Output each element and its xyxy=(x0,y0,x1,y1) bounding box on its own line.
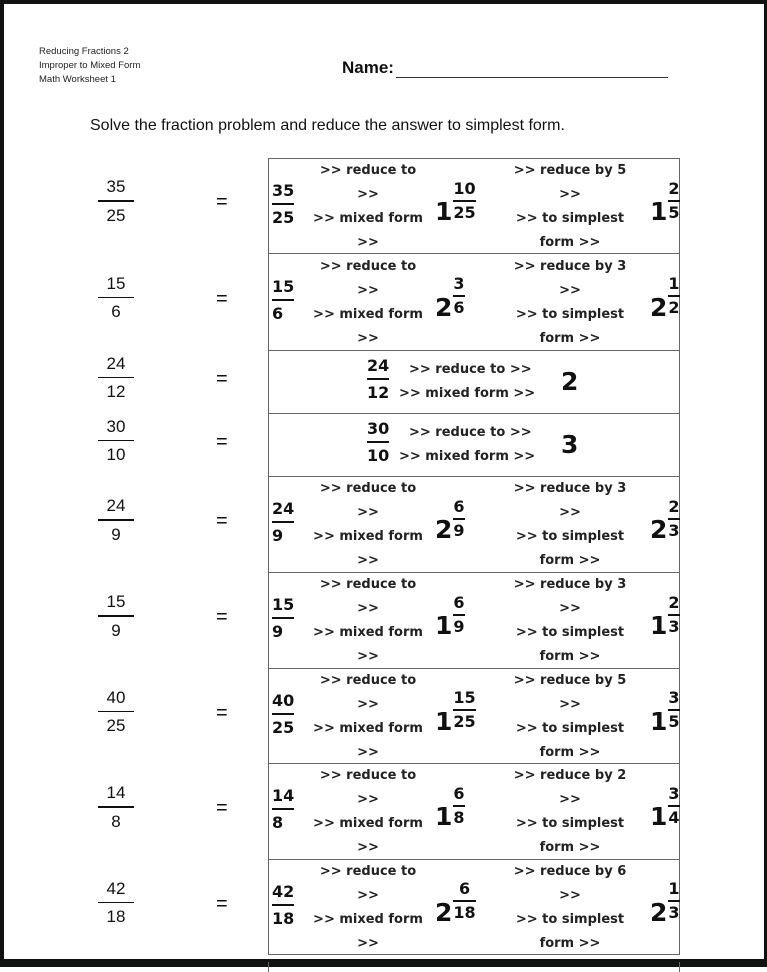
start-denominator: 6 xyxy=(272,303,284,323)
fraction-bar xyxy=(453,900,475,902)
step-text: form >> xyxy=(539,935,601,951)
step-text: >> reduce to xyxy=(319,672,417,688)
step-reduce-simplest xyxy=(495,573,645,669)
problem-fraction xyxy=(98,592,134,641)
step-text: >> to simplest xyxy=(515,529,625,544)
mixed-fraction xyxy=(453,180,475,222)
mixed-number xyxy=(435,495,465,542)
step-text: >> xyxy=(357,887,379,903)
mixed-fraction xyxy=(453,785,464,827)
mixed-numerator: 15 xyxy=(453,688,476,707)
start-numerator: 24 xyxy=(272,499,295,518)
step-text: >> reduce to xyxy=(319,258,417,274)
fraction-bar xyxy=(98,902,134,904)
simplest-numerator: 3 xyxy=(668,783,680,803)
problem-numerator: 35 xyxy=(106,177,126,196)
simplest-numerator: 2 xyxy=(668,496,680,516)
simplest-denominator: 5 xyxy=(668,712,680,731)
solution-cell xyxy=(268,477,680,573)
step-text: form >> xyxy=(539,330,601,346)
mixed-fraction xyxy=(453,594,464,636)
problem-fraction xyxy=(98,783,134,832)
problem-numerator: 24 xyxy=(106,353,126,373)
solution-start-fraction xyxy=(367,419,389,465)
step-reduce-to-mixed xyxy=(303,669,433,765)
worksheet-meta xyxy=(39,45,140,87)
mixed-whole: 2 xyxy=(435,292,453,322)
fraction-bar xyxy=(98,615,134,617)
problem-denominator: 25 xyxy=(106,716,126,735)
problem-denominator: 12 xyxy=(106,382,126,401)
problem-numerator: 24 xyxy=(106,496,126,515)
step-text: >> reduce to xyxy=(319,577,417,592)
step-reduce-to-mixed xyxy=(303,159,433,255)
step-text: >> xyxy=(357,187,379,202)
equals-sign: = xyxy=(216,367,228,390)
simplest-numerator: 2 xyxy=(668,592,680,612)
simplest-mixed-number xyxy=(650,495,680,542)
step-text: form >> xyxy=(539,235,601,250)
problem-numerator: 15 xyxy=(106,592,126,611)
simplest-whole: 1 xyxy=(650,197,668,226)
fraction-bar xyxy=(272,299,294,301)
problem-row xyxy=(0,573,760,669)
simplest-whole: 1 xyxy=(650,611,668,640)
instructions: Solve the fraction problem and reduce the answer to simplest form. xyxy=(90,117,565,134)
fraction-bar xyxy=(98,519,134,521)
mixed-fraction xyxy=(453,498,464,540)
solution-start-fraction xyxy=(272,786,294,832)
step-text: form >> xyxy=(539,840,601,855)
reduce-by-text: >> reduce by 3 xyxy=(513,258,627,274)
step-text: >> xyxy=(357,282,379,298)
mixed-number xyxy=(435,591,465,638)
problem-numerator: 30 xyxy=(106,416,126,436)
solution-cell xyxy=(268,573,680,669)
solution-cell xyxy=(268,414,680,477)
meta-line-worksheet: Math Worksheet 1 xyxy=(39,74,116,85)
simplest-whole: 1 xyxy=(650,802,668,831)
mixed-numerator: 10 xyxy=(453,178,476,198)
step-reduce-to-mixed xyxy=(303,477,433,573)
reduce-by-text: >> reduce by 2 xyxy=(513,768,627,783)
fraction-bar xyxy=(98,806,134,808)
simplest-fraction xyxy=(668,594,679,636)
simplest-denominator: 4 xyxy=(668,807,680,827)
simplest-numerator: 3 xyxy=(668,688,680,707)
whole-number-result: 3 xyxy=(561,429,579,459)
step-text: >> mixed form xyxy=(313,211,423,226)
simplest-mixed-number xyxy=(650,273,680,320)
fraction-bar xyxy=(367,441,389,443)
fraction-bar xyxy=(668,614,679,616)
start-denominator: 25 xyxy=(272,208,295,227)
start-numerator: 40 xyxy=(272,690,295,710)
step-reduce-to-mixed xyxy=(303,764,433,860)
equals-sign: = xyxy=(216,701,228,724)
solution-cell xyxy=(268,351,680,414)
solution-start-fraction xyxy=(272,691,294,737)
simplest-numerator: 1 xyxy=(668,274,680,293)
simplest-fraction xyxy=(668,689,679,731)
problem-row xyxy=(0,254,760,351)
simplest-denominator: 3 xyxy=(668,903,680,922)
fraction-bar xyxy=(367,378,389,380)
start-numerator: 14 xyxy=(272,786,295,805)
fraction-bar xyxy=(668,518,679,520)
mixed-whole: 2 xyxy=(435,515,453,544)
step-text: >> mixed form >> xyxy=(399,448,536,464)
name-blank-line[interactable] xyxy=(396,60,668,78)
meta-line-subtitle: Improper to Mixed Form xyxy=(39,60,141,71)
simplest-mixed-number xyxy=(650,782,680,829)
simplest-whole: 2 xyxy=(650,292,668,322)
mixed-numerator: 6 xyxy=(453,783,465,803)
mixed-whole: 2 xyxy=(435,897,453,927)
equals-sign: = xyxy=(216,892,228,915)
start-numerator: 42 xyxy=(272,881,295,901)
fraction-bar xyxy=(668,200,679,202)
mixed-number xyxy=(435,273,465,320)
simplest-fraction xyxy=(668,498,679,540)
whole-number-result: 2 xyxy=(561,366,579,396)
problem-row xyxy=(0,351,760,414)
step-text: >> mixed form >> xyxy=(399,385,536,401)
mixed-whole: 1 xyxy=(435,611,453,640)
simplest-denominator: 3 xyxy=(668,616,680,636)
start-denominator: 9 xyxy=(272,622,284,641)
start-denominator: 9 xyxy=(272,526,284,545)
step-text: >> mixed form xyxy=(313,911,423,927)
step-text: form >> xyxy=(539,649,601,664)
fraction-bar xyxy=(272,521,294,523)
problem-denominator: 25 xyxy=(106,205,126,225)
solution-start-fraction xyxy=(272,277,294,323)
mixed-denominator: 25 xyxy=(453,202,476,222)
step-text: >> to simplest xyxy=(515,625,625,640)
start-numerator: 15 xyxy=(272,276,295,296)
mixed-fraction xyxy=(453,275,464,317)
simplest-fraction xyxy=(668,880,679,922)
problem-fraction xyxy=(98,274,134,323)
solution-cell xyxy=(268,860,680,955)
step-text: >> reduce to >> xyxy=(409,424,532,440)
simplest-mixed-number xyxy=(650,687,680,734)
mixed-denominator: 18 xyxy=(453,903,476,922)
step-text: >> to simplest xyxy=(515,211,625,226)
fraction-bar xyxy=(272,904,294,906)
fraction-bar xyxy=(98,200,134,202)
fraction-bar xyxy=(272,713,294,715)
step-text: >> xyxy=(559,187,581,202)
step-reduce-to-mixed xyxy=(303,860,433,956)
step-text: >> xyxy=(357,505,379,520)
equals-sign: = xyxy=(216,510,228,532)
step-reduce-to-whole xyxy=(399,358,549,406)
fraction-bar xyxy=(98,440,134,442)
solution-start-fraction xyxy=(272,499,294,545)
problem-denominator: 8 xyxy=(111,811,121,831)
meta-line-title: Reducing Fractions 2 xyxy=(39,46,129,57)
step-text: >> reduce to xyxy=(319,163,417,178)
start-numerator: 24 xyxy=(367,355,390,375)
step-text: >> mixed form xyxy=(313,720,423,736)
problem-denominator: 9 xyxy=(111,620,121,640)
step-text: >> reduce to xyxy=(319,768,417,783)
reduce-by-text: >> reduce by 3 xyxy=(513,577,627,592)
mixed-whole: 1 xyxy=(435,706,453,736)
problem-fraction xyxy=(98,417,134,466)
mixed-numerator: 3 xyxy=(453,274,465,293)
step-text: >> to simplest xyxy=(515,306,625,322)
step-text: >> xyxy=(357,601,379,616)
step-reduce-simplest xyxy=(495,669,645,765)
mixed-denominator: 8 xyxy=(453,807,465,827)
step-reduce-to-whole xyxy=(399,421,549,469)
step-reduce-simplest xyxy=(495,860,645,956)
fraction-bar xyxy=(453,295,464,297)
reduce-by-text: >> reduce by 5 xyxy=(513,672,627,688)
problem-fraction xyxy=(98,177,134,226)
fraction-bar xyxy=(668,900,679,902)
solution-cell xyxy=(268,254,680,351)
step-text: >> mixed form xyxy=(313,625,423,640)
step-text: >> to simplest xyxy=(515,911,625,927)
mixed-denominator: 9 xyxy=(453,616,465,636)
fraction-bar xyxy=(272,203,294,205)
mixed-denominator: 9 xyxy=(453,520,465,540)
solution-start-fraction xyxy=(272,882,294,928)
mixed-number xyxy=(435,878,476,925)
simplest-denominator: 5 xyxy=(668,202,680,222)
start-denominator: 25 xyxy=(272,717,295,737)
name-field xyxy=(342,58,668,78)
simplest-numerator: 2 xyxy=(668,178,680,198)
simplest-fraction xyxy=(668,785,679,827)
fraction-bar xyxy=(98,377,134,379)
problem-denominator: 10 xyxy=(106,445,126,464)
start-denominator: 12 xyxy=(367,382,390,402)
step-text: >> xyxy=(559,505,581,520)
problem-numerator: 42 xyxy=(106,878,126,898)
problem-row xyxy=(0,764,760,860)
problem-fraction xyxy=(98,354,134,403)
step-text: >> xyxy=(357,649,379,664)
equals-sign: = xyxy=(216,430,228,453)
step-text: >> xyxy=(357,235,379,250)
fraction-bar xyxy=(272,808,294,810)
simplest-whole: 2 xyxy=(650,897,668,927)
step-text: >> xyxy=(559,696,581,712)
mixed-whole: 1 xyxy=(435,197,453,226)
step-reduce-to-mixed xyxy=(303,573,433,669)
mixed-whole: 1 xyxy=(435,802,453,831)
equals-sign: = xyxy=(216,606,228,628)
solution-cell xyxy=(268,764,680,860)
fraction-bar xyxy=(668,709,679,711)
problem-fraction xyxy=(98,879,134,928)
start-denominator: 10 xyxy=(367,445,390,465)
mixed-number xyxy=(435,687,476,734)
fraction-bar xyxy=(453,518,464,520)
mixed-number xyxy=(435,177,476,224)
problem-row xyxy=(0,860,760,955)
simplest-fraction xyxy=(668,275,679,317)
start-numerator: 15 xyxy=(272,595,295,614)
step-text: >> xyxy=(357,840,379,855)
problem-fraction xyxy=(98,688,134,737)
equals-sign: = xyxy=(216,191,228,213)
mixed-numerator: 6 xyxy=(453,496,465,516)
partial-next-row xyxy=(268,962,680,972)
step-text: >> reduce to xyxy=(319,863,417,879)
step-text: >> xyxy=(357,792,379,807)
step-text: >> mixed form xyxy=(313,306,423,322)
mixed-fraction xyxy=(453,880,475,922)
problem-numerator: 14 xyxy=(106,783,126,802)
solution-start-fraction xyxy=(272,181,294,227)
step-text: >> reduce to xyxy=(319,481,417,496)
problem-numerator: 40 xyxy=(106,687,126,707)
simplest-denominator: 3 xyxy=(668,520,680,540)
step-text: >> mixed form xyxy=(313,816,423,831)
name-label: Name: xyxy=(342,58,394,77)
equals-sign: = xyxy=(216,287,228,310)
fraction-bar xyxy=(668,805,679,807)
simplest-fraction xyxy=(668,180,679,222)
problem-numerator: 15 xyxy=(106,273,126,293)
problem-denominator: 18 xyxy=(106,907,126,926)
start-numerator: 35 xyxy=(272,181,295,200)
step-text: >> xyxy=(357,330,379,346)
step-text: >> xyxy=(559,282,581,298)
step-text: form >> xyxy=(539,744,601,760)
fraction-bar xyxy=(668,295,679,297)
simplest-mixed-number xyxy=(650,878,680,925)
problem-row xyxy=(0,477,760,573)
problem-row xyxy=(0,158,760,254)
equals-sign: = xyxy=(216,797,228,819)
step-text: >> mixed form xyxy=(313,529,423,544)
start-numerator: 30 xyxy=(367,418,390,438)
mixed-numerator: 6 xyxy=(453,592,465,612)
fraction-bar xyxy=(453,709,475,711)
solution-cell xyxy=(268,669,680,764)
fraction-bar xyxy=(453,200,475,202)
reduce-by-text: >> reduce by 3 xyxy=(513,481,627,496)
reduce-by-text: >> reduce by 6 xyxy=(513,863,627,879)
mixed-number xyxy=(435,782,465,829)
problem-row xyxy=(0,414,760,477)
step-text: >> xyxy=(357,744,379,760)
step-text: >> xyxy=(357,935,379,951)
problem-list xyxy=(0,158,760,955)
mixed-fraction xyxy=(453,689,475,731)
simplest-whole: 2 xyxy=(650,515,668,544)
fraction-bar xyxy=(453,805,464,807)
problem-denominator: 9 xyxy=(111,524,121,544)
step-text: >> xyxy=(357,553,379,568)
reduce-by-text: >> reduce by 5 xyxy=(513,163,627,178)
problem-denominator: 6 xyxy=(111,302,121,321)
step-reduce-to-mixed xyxy=(303,255,433,351)
step-text: >> reduce to >> xyxy=(409,361,532,377)
step-text: >> to simplest xyxy=(515,720,625,736)
simplest-denominator: 2 xyxy=(668,298,680,317)
step-text: >> to simplest xyxy=(515,816,625,831)
step-reduce-simplest xyxy=(495,255,645,351)
fraction-bar xyxy=(98,297,134,299)
step-text: >> xyxy=(559,601,581,616)
mixed-denominator: 25 xyxy=(453,712,476,731)
mixed-denominator: 6 xyxy=(453,298,465,317)
mixed-numerator: 6 xyxy=(458,879,471,898)
step-reduce-simplest xyxy=(495,159,645,255)
step-text: >> xyxy=(357,696,379,712)
start-denominator: 8 xyxy=(272,813,284,832)
simplest-mixed-number xyxy=(650,177,680,224)
step-text: >> xyxy=(559,792,581,807)
simplest-mixed-number xyxy=(650,591,680,638)
step-reduce-simplest xyxy=(495,477,645,573)
step-text: >> xyxy=(559,887,581,903)
step-reduce-simplest xyxy=(495,764,645,860)
step-text: form >> xyxy=(539,553,601,568)
solution-start-fraction xyxy=(272,595,294,641)
simplest-numerator: 1 xyxy=(668,879,680,898)
fraction-bar xyxy=(453,614,464,616)
fraction-bar xyxy=(272,617,294,619)
problem-fraction xyxy=(98,496,134,545)
fraction-bar xyxy=(98,711,134,713)
simplest-whole: 1 xyxy=(650,706,668,736)
solution-cell xyxy=(268,158,680,254)
start-denominator: 18 xyxy=(272,908,295,928)
problem-row xyxy=(0,669,760,764)
solution-start-fraction xyxy=(367,356,389,402)
